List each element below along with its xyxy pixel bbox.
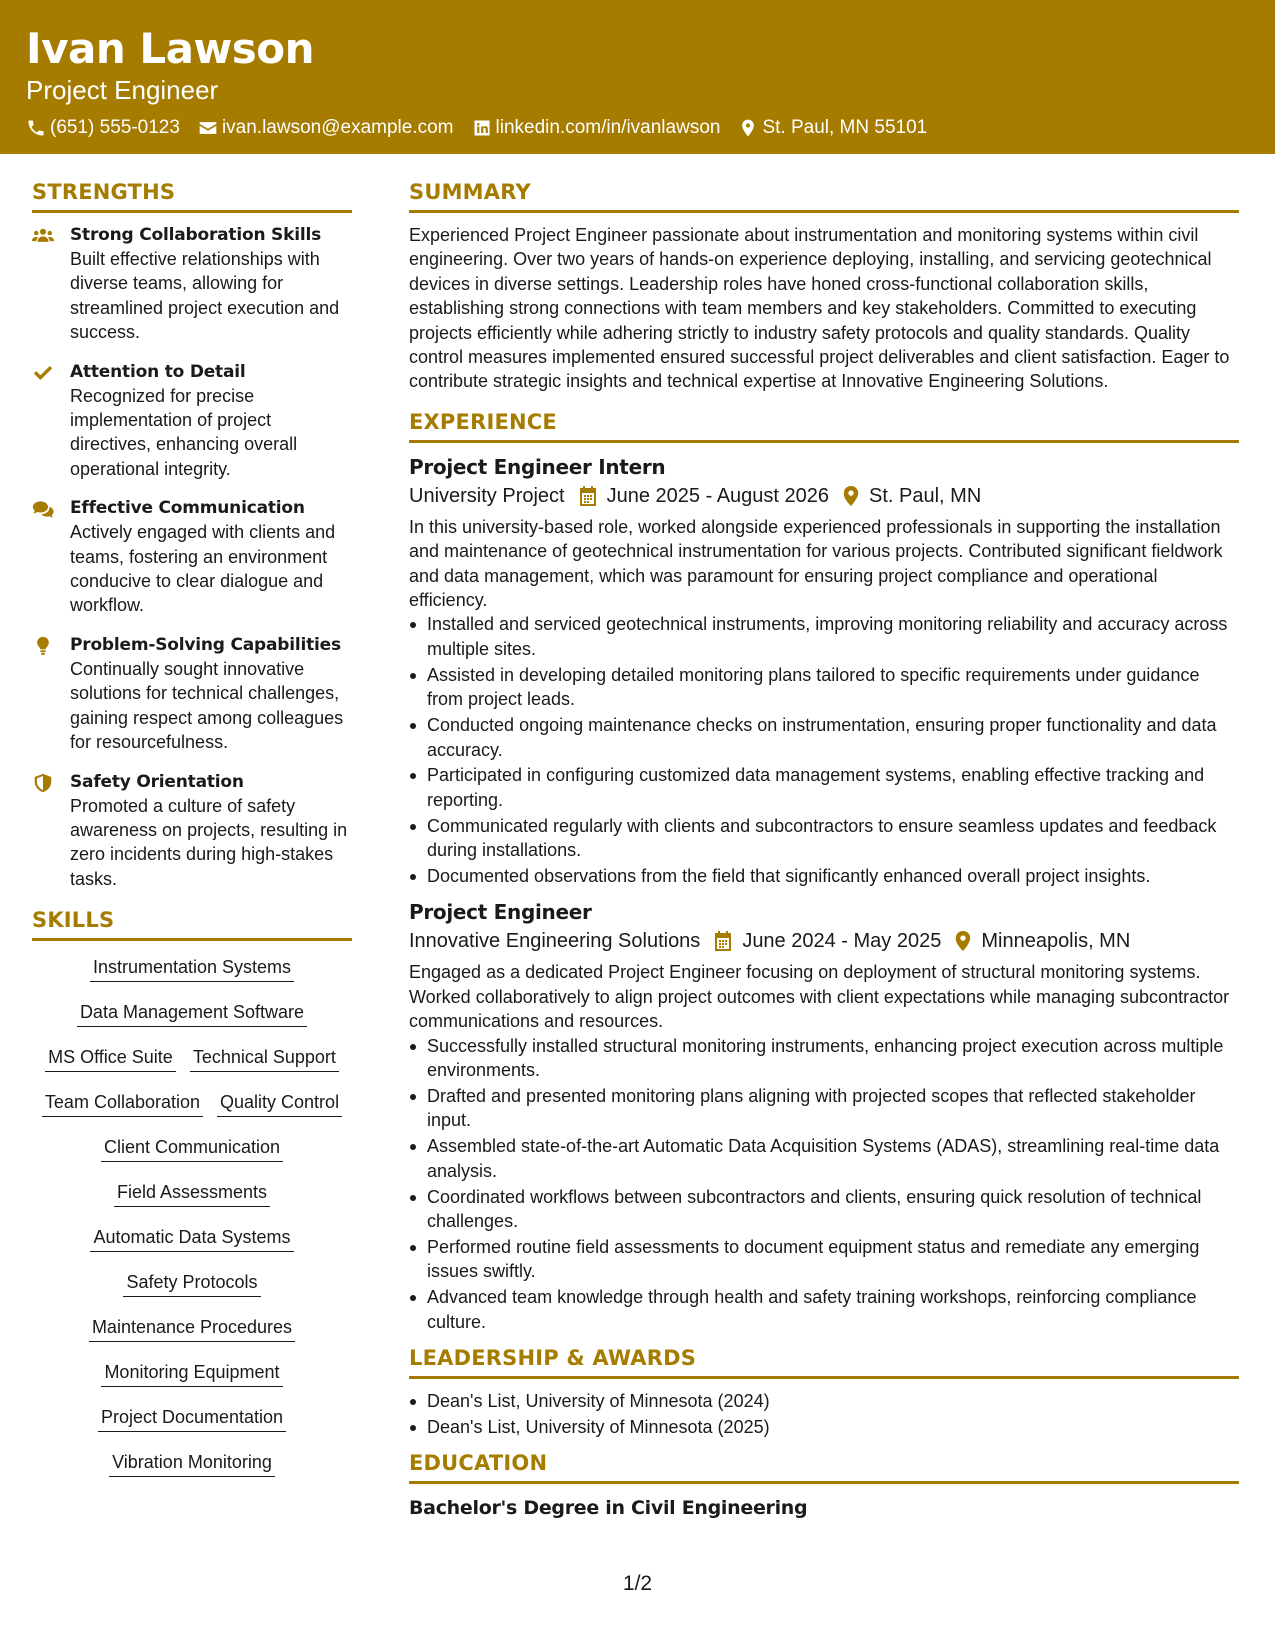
linkedin-link[interactable]: linkedin.com/in/ivanlawson: [495, 117, 721, 138]
summary-heading: SUMMARY: [409, 178, 1239, 213]
skill-tag: MS Office Suite: [45, 1045, 176, 1072]
strength-title: Effective Communication: [70, 498, 305, 519]
education-degree: Bachelor's Degree in Civil Engineering: [409, 1497, 808, 1520]
left-column: [32, 178, 352, 1495]
email-link[interactable]: ivan.lawson@example.com: [221, 117, 454, 138]
leadership-list: [409, 1389, 1239, 1439]
job-title: Project Engineer: [409, 900, 592, 925]
contact-location: [738, 116, 927, 140]
contact-email[interactable]: [198, 116, 454, 140]
education-heading: EDUCATION: [409, 1449, 1239, 1484]
award-item: Dean's List, University of Minnesota (2025): [409, 1415, 1239, 1439]
job-location: St. Paul, MN: [869, 484, 982, 507]
job-company: University Project: [409, 484, 565, 507]
job-bullets: [409, 1034, 1239, 1334]
bullet-item: Assisted in developing detailed monitoring plans tailored to specific requirements under guidance from project leads.: [409, 663, 1239, 712]
job-company: Innovative Engineering Solutions: [409, 930, 701, 953]
job-bullets: [409, 612, 1239, 888]
bullet-item: Communicated regularly with clients and subcontractors to ensure seamless updates and feedback during installations.: [409, 814, 1239, 863]
skill-tag: Safety Protocols: [123, 1270, 260, 1297]
strength-item: [32, 223, 352, 345]
skill-tag: Automatic Data Systems: [90, 1225, 293, 1252]
strength-desc: Continually sought innovative solutions for technical challenges, gaining respect among colleagues for resourcefulness.: [70, 658, 344, 753]
skill-tag: Team Collaboration: [42, 1090, 203, 1117]
contact-linkedin[interactable]: [472, 116, 721, 140]
job-description: In this university-based role, worked alongside experienced professionals in supporting the installation and maintenance of geotechnical instrumentation for various projects. Contributed significant fieldwork and data management, which was paramount for ensuring project compliance and operational efficiency.: [409, 516, 1223, 611]
job-entry: [409, 453, 1239, 889]
skill-tag: Data Management Software: [77, 1000, 307, 1027]
bullet-item: Coordinated workflows between subcontractors and clients, ensuring quick resolution of technical challenges.: [409, 1185, 1239, 1234]
candidate-title: Project Engineer: [26, 75, 219, 105]
location-pin-icon: [738, 118, 758, 138]
summary-text: Experienced Project Engineer passionate about instrumentation and monitoring systems within civil engineering. Over two years of hands-on experience deploying, installing, and servicing geotechnical devices in diverse settings. Leadership roles have honed cross-functional collaboration skills, establishing strong connections with team members and key stakeholders. Committed to executing projects efficiently while adhering strictly to industry safety protocols and quality standards. Quality control measures implemented ensured successful project deliverables and client satisfaction. Eager to contribute strategic insights and technical expertise at Innovative Engineering Solutions.: [409, 225, 1230, 392]
bullet-item: Conducted ongoing maintenance checks on instrumentation, ensuring proper functionality and data accuracy.: [409, 713, 1239, 762]
users-icon: [32, 226, 54, 246]
skill-tag: Vibration Monitoring: [109, 1450, 275, 1477]
contact-row: [26, 116, 1249, 140]
award-item: Dean's List, University of Minnesota (2024): [409, 1389, 1239, 1413]
job-meta: [409, 481, 1239, 511]
job-description: Engaged as a dedicated Project Engineer focusing on deployment of structural monitoring systems. Worked collaboratively to align project outcomes with client expectations while managing subcontractor communications and resources.: [409, 962, 1230, 1032]
strength-item: [32, 496, 352, 618]
calendar-icon: [714, 931, 732, 951]
skill-tag: Instrumentation Systems: [90, 955, 294, 982]
skill-tag: Monitoring Equipment: [101, 1360, 282, 1387]
job-title: Project Engineer Intern: [409, 454, 666, 479]
skill-tag: Maintenance Procedures: [89, 1315, 295, 1342]
skill-tag: Project Documentation: [98, 1405, 286, 1432]
bullet-item: Drafted and presented monitoring plans aligning with projected scopes that reflected stakeholder input.: [409, 1084, 1239, 1133]
strength-desc: Recognized for precise implementation of project directives, enhancing overall operational integrity.: [70, 385, 298, 479]
bullet-item: Performed routine field assessments to document equipment status and remediate any emerging issues swiftly.: [409, 1235, 1239, 1284]
strength-desc: Built effective relationships with diverse teams, allowing for streamlined project execution and success.: [70, 249, 340, 343]
bullet-item: Advanced team knowledge through health and safety training workshops, reinforcing compliance culture.: [409, 1285, 1239, 1334]
phone-icon: [26, 118, 46, 138]
phone-text: (651) 555-0123: [50, 117, 180, 138]
bullet-item: Participated in configuring customized data management systems, enabling effective tracking and reporting.: [409, 763, 1239, 812]
shield-icon: [32, 773, 54, 793]
candidate-name: Ivan Lawson: [26, 24, 315, 73]
strengths-heading: STRENGTHS: [32, 178, 352, 213]
location-pin-icon: [843, 486, 859, 506]
right-column: [409, 178, 1239, 1522]
skills-heading: SKILLS: [32, 906, 352, 941]
bullet-item: Installed and serviced geotechnical instruments, improving monitoring reliability and accuracy across multiple sites.: [409, 612, 1239, 661]
job-meta: [409, 926, 1239, 956]
location-text: St. Paul, MN 55101: [762, 117, 928, 138]
strength-title: Safety Orientation: [70, 771, 244, 792]
strength-title: Problem-Solving Capabilities: [70, 634, 341, 655]
bullet-item: Successfully installed structural monitoring instruments, enhancing project execution across multiple environments.: [409, 1034, 1239, 1083]
skills-list: [32, 951, 352, 1495]
linkedin-icon: [472, 118, 492, 138]
lightbulb-icon: [32, 636, 54, 656]
checkmark-icon: [32, 363, 54, 383]
strength-item: [32, 770, 352, 892]
resume-header: [0, 0, 1275, 154]
strength-title: Attention to Detail: [70, 361, 246, 382]
job-dates: June 2025 - August 2026: [606, 484, 830, 507]
job-location: Minneapolis, MN: [981, 930, 1131, 953]
strength-desc: Promoted a culture of safety awareness on projects, resulting in zero incidents during high-stakes tasks.: [70, 795, 348, 889]
job-entry: [409, 898, 1239, 1334]
skill-tag: Technical Support: [190, 1045, 339, 1072]
calendar-icon: [579, 486, 597, 506]
skill-tag: Field Assessments: [114, 1180, 270, 1207]
strength-desc: Actively engaged with clients and teams, fostering an environment conducive to clear dialogue and workflow.: [70, 522, 336, 616]
contact-phone: [26, 116, 180, 140]
location-pin-icon: [955, 931, 971, 951]
page-number: 1/2: [622, 1572, 653, 1595]
job-dates: June 2024 - May 2025: [742, 930, 942, 953]
strength-item: [32, 360, 352, 482]
bullet-item: Assembled state-of-the-art Automatic Data Acquisition Systems (ADAS), streamlining real-time data analysis.: [409, 1134, 1239, 1183]
envelope-icon: [198, 118, 218, 138]
bullet-item: Documented observations from the field that significantly enhanced overall project insights.: [409, 864, 1239, 888]
skill-tag: Quality Control: [217, 1090, 342, 1117]
strength-item: [32, 633, 352, 755]
chat-bubbles-icon: [32, 499, 54, 519]
skill-tag: Client Communication: [101, 1135, 283, 1162]
strength-title: Strong Collaboration Skills: [70, 225, 322, 245]
experience-heading: EXPERIENCE: [409, 408, 1239, 443]
leadership-heading: LEADERSHIP & AWARDS: [409, 1344, 1239, 1379]
